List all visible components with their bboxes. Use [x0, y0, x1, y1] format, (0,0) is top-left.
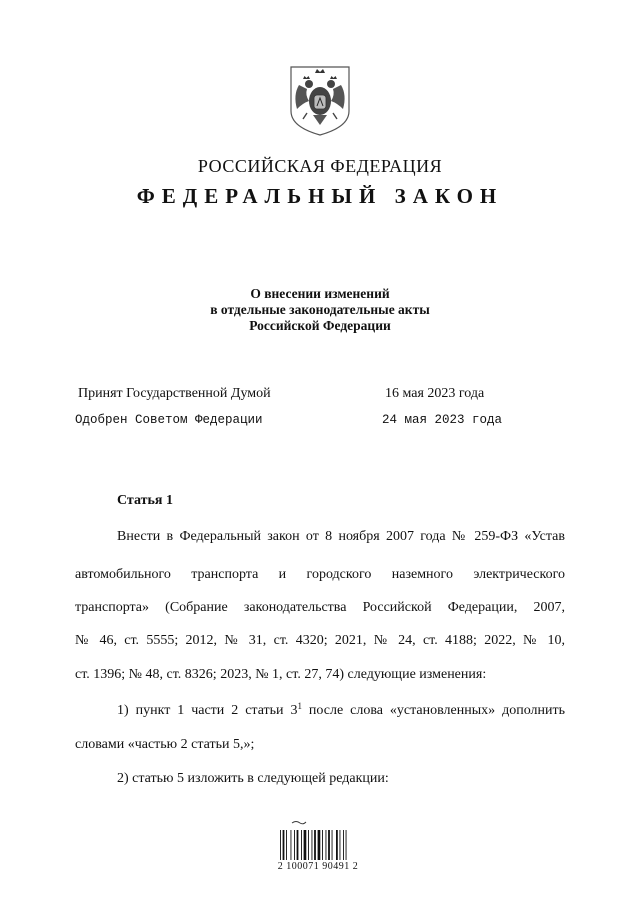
law-type-heading: ФЕДЕРАЛЬНЫЙ ЗАКОН [136, 184, 504, 208]
text-line: транспорта» (Собрание законодательства Российской Федерации, 2007, [75, 600, 565, 615]
text-line: № 46, ст. 5555; 2012, № 31, ст. 4320; 2021, № 24, ст. 4188; 2022, № 10, [75, 633, 565, 648]
text-line: Внести в Федеральный закон от 8 ноября 2007 года № 259-ФЗ «Устав [117, 529, 565, 544]
handwritten-mark [292, 822, 306, 824]
article-heading: Статья 1 [117, 493, 173, 508]
text-line: словами «частью 2 статьи 5,»; [75, 737, 255, 752]
text-line: ст. 1396; № 48, ст. 8326; 2023, № 1, ст. 27, 74) следующие изменения: [75, 667, 487, 682]
approved-label: Одобрен Советом Федерации [75, 413, 263, 427]
approved-date: 24 мая 2023 года [382, 413, 503, 427]
item-1-text: 1) пункт 1 части 2 статьи 3 [117, 703, 298, 718]
text-line [75, 701, 565, 718]
coat-of-arms-icon [287, 65, 353, 137]
law-title [0, 286, 640, 334]
law-title-line: Российской Федерации [249, 318, 391, 333]
adopted-date: 16 мая 2023 года [385, 386, 485, 401]
country-name: РОССИЙСКАЯ ФЕДЕРАЦИЯ [197, 156, 443, 176]
superscript: 1 [297, 701, 302, 711]
law-title-line: в отдельные законодательные акты [210, 302, 430, 317]
item-1-text-cont: после слова «установленных» дополнить [301, 703, 565, 718]
text-line: 2) статью 5 изложить в следующей редакции: [117, 771, 389, 786]
barcode-number: 2 100071 90491 2 [277, 861, 359, 872]
law-title-line: О внесении изменений [250, 286, 390, 301]
adopted-label: Принят Государственной Думой [78, 386, 271, 401]
text-line: автомобильного транспорта и городского наземного электрического [75, 567, 565, 582]
